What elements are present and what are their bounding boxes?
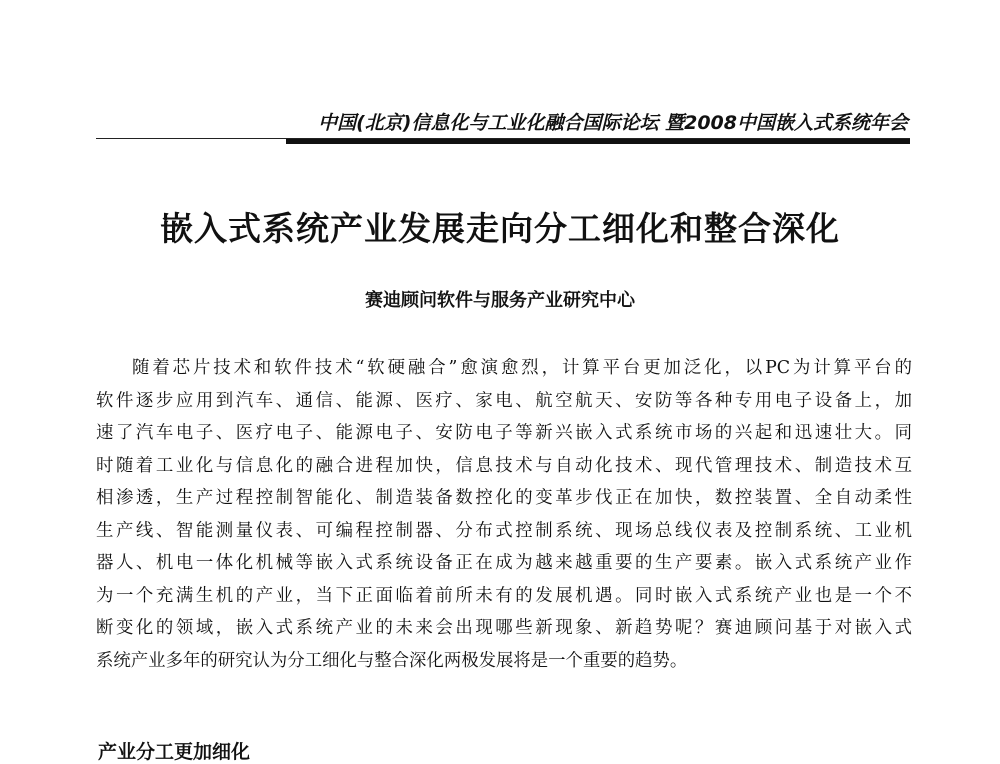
article-author: 赛迪顾问软件与服务产业研究中心 — [365, 290, 635, 311]
paragraph-line: 时随着工业化与信息化的融合进程加快，信息技术与自动化技术、现代管理技术、制造技术互 — [96, 455, 912, 476]
paragraph-line: 断变化的领域，嵌入式系统产业的未来会出现哪些新现象、新趋势呢？赛迪顾问基于对嵌入式 — [96, 618, 912, 638]
header-rule-thick — [286, 139, 910, 144]
section-heading: 产业分工更加细化 — [98, 741, 251, 763]
paragraph-line: 软件逐步应用到汽车、通信、能源、医疗、家电、航空航天、安防等各种专用电子设备上，加 — [96, 390, 912, 411]
paragraph-line: 为一个充满生机的产业，当下正面临着前所未有的发展机遇。同时嵌入式系统产业也是一个不 — [96, 585, 912, 606]
paragraph-line: 随着芯片技术和软件技术“软硬融合”愈演愈烈，计算平台更加泛化，以PC为计算平台的 — [132, 358, 912, 378]
running-header: 中国(北京)信息化与工业化融合国际论坛 暨2008中国嵌入式系统年会 — [318, 112, 908, 134]
paragraph-line: 速了汽车电子、医疗电子、能源电子、安防电子等新兴嵌入式系统市场的兴起和迅速壮大。同 — [96, 423, 912, 443]
paragraph-line: 器人、机电一体化机械等嵌入式系统设备正在成为越来越重要的生产要素。嵌入式系统产业作 — [96, 553, 912, 573]
paragraph-line: 生产线、智能测量仪表、可编程控制器、分布式控制系统、现场总线仪表及控制系统、工业机 — [96, 520, 912, 541]
article-title: 嵌入式系统产业发展走向分工细化和整合深化 — [160, 209, 840, 248]
paragraph-line: 系统产业多年的研究认为分工细化与整合深化两极发展将是一个重要的趋势。 — [96, 650, 688, 671]
article-paragraph — [96, 352, 912, 677]
paragraph-line: 相渗透，生产过程控制智能化、制造装备数控化的变革步伐正在加快，数控装置、全自动柔性 — [96, 488, 912, 508]
